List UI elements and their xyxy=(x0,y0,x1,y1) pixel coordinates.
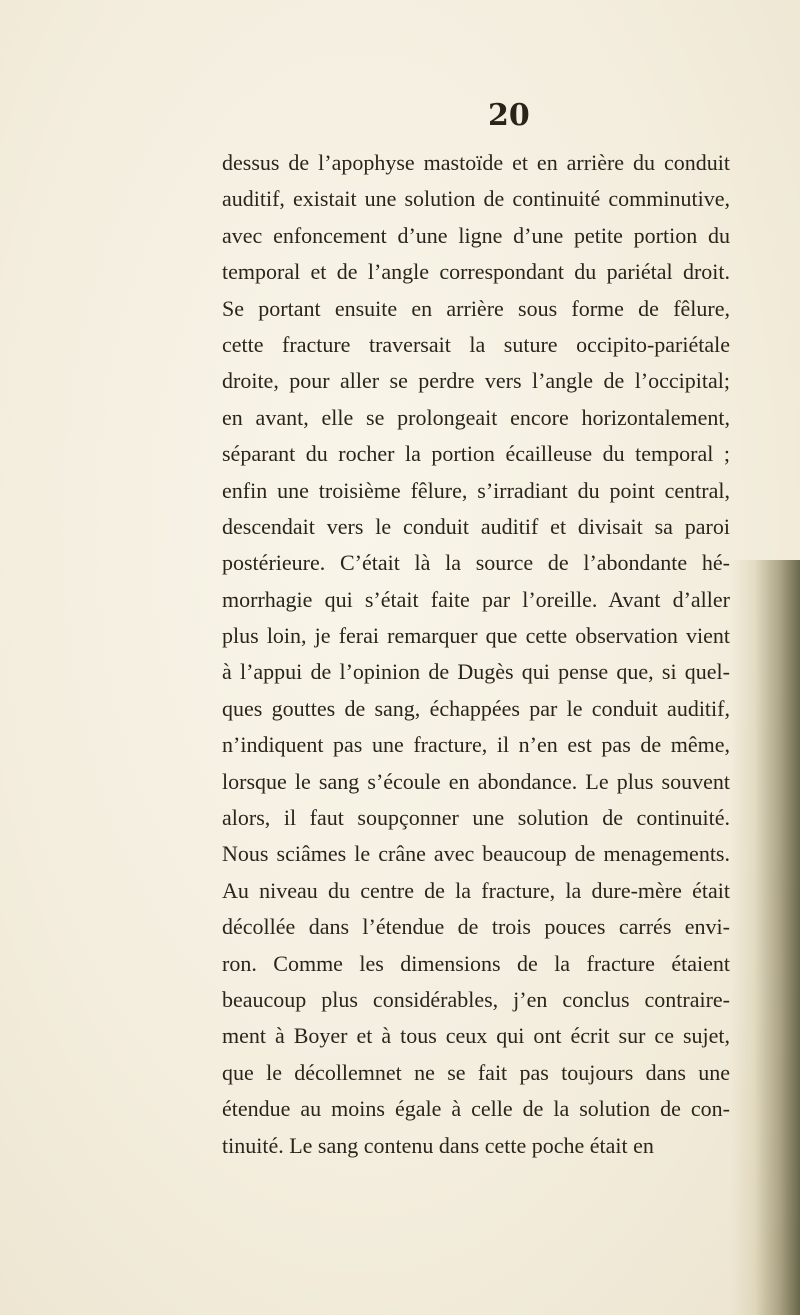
text-line: étendue au moins égale à celle de la solution de con- xyxy=(222,1096,730,1122)
text-line: morrhagie qui s’était faite par l’oreille. Avant d’aller xyxy=(222,586,730,612)
page-number: 20 xyxy=(488,98,530,133)
text-line: cette fracture traversait la suture occipito-pariétale xyxy=(222,331,730,357)
text-line: descendait vers le conduit auditif et divisait sa paroi xyxy=(222,513,730,539)
text-line: que le décollemnet ne se fait pas toujours dans une xyxy=(222,1059,730,1085)
text-line: ques gouttes de sang, échappées par le conduit auditif, xyxy=(222,695,730,721)
text-line: Au niveau du centre de la fracture, la dure-mère était xyxy=(222,877,730,903)
text-line: tinuité. Le sang contenu dans cette poche était en xyxy=(222,1132,654,1158)
text-line: enfin une troisième fêlure, s’irradiant du point central, xyxy=(222,477,730,503)
text-line: lorsque le sang s’écoule en abondance. Le plus souvent xyxy=(222,768,730,794)
text-line: dessus de l’apophyse mastoïde et en arrière du conduit xyxy=(222,150,730,175)
text-line: temporal et de l’angle correspondant du pariétal droit. xyxy=(222,259,730,285)
text-line: postérieure. C’était là la source de l’abondante hé- xyxy=(222,550,730,576)
text-line: avec enfoncement d’une ligne d’une petite portion du xyxy=(222,222,730,248)
text-line: Se portant ensuite en arrière sous forme de fêlure, xyxy=(222,295,730,321)
text-line: droite, pour aller se perdre vers l’angle de l’occipital; xyxy=(222,368,730,394)
text-line: ment à Boyer et à tous ceux qui ont écrit sur ce sujet, xyxy=(222,1023,730,1049)
text-line: séparant du rocher la portion écailleuse du temporal ; xyxy=(222,441,730,467)
text-line: à l’appui de l’opinion de Dugès qui pense que, si quel- xyxy=(222,659,730,685)
text-line: beaucoup plus considérables, j’en conclus contraire- xyxy=(222,986,730,1012)
page-edge-shadow xyxy=(730,560,800,1315)
text-line: en avant, elle se prolongeait encore horizontalement, xyxy=(222,404,730,430)
text-line: ron. Comme les dimensions de la fracture étaient xyxy=(222,950,730,976)
text-line: n’indiquent pas une fracture, il n’en est pas de même, xyxy=(222,732,730,758)
body-text xyxy=(222,145,730,1164)
text-line: plus loin, je ferai remarquer que cette observation vient xyxy=(222,623,730,649)
text-line: Nous sciâmes le crâne avec beaucoup de menagements. xyxy=(222,841,730,867)
text-line: décollée dans l’étendue de trois pouces carrés envi- xyxy=(222,914,730,940)
text-line: auditif, existait une solution de continuité comminutive, xyxy=(222,186,730,212)
text-line: alors, il faut soupçonner une solution de continuité. xyxy=(222,805,730,831)
